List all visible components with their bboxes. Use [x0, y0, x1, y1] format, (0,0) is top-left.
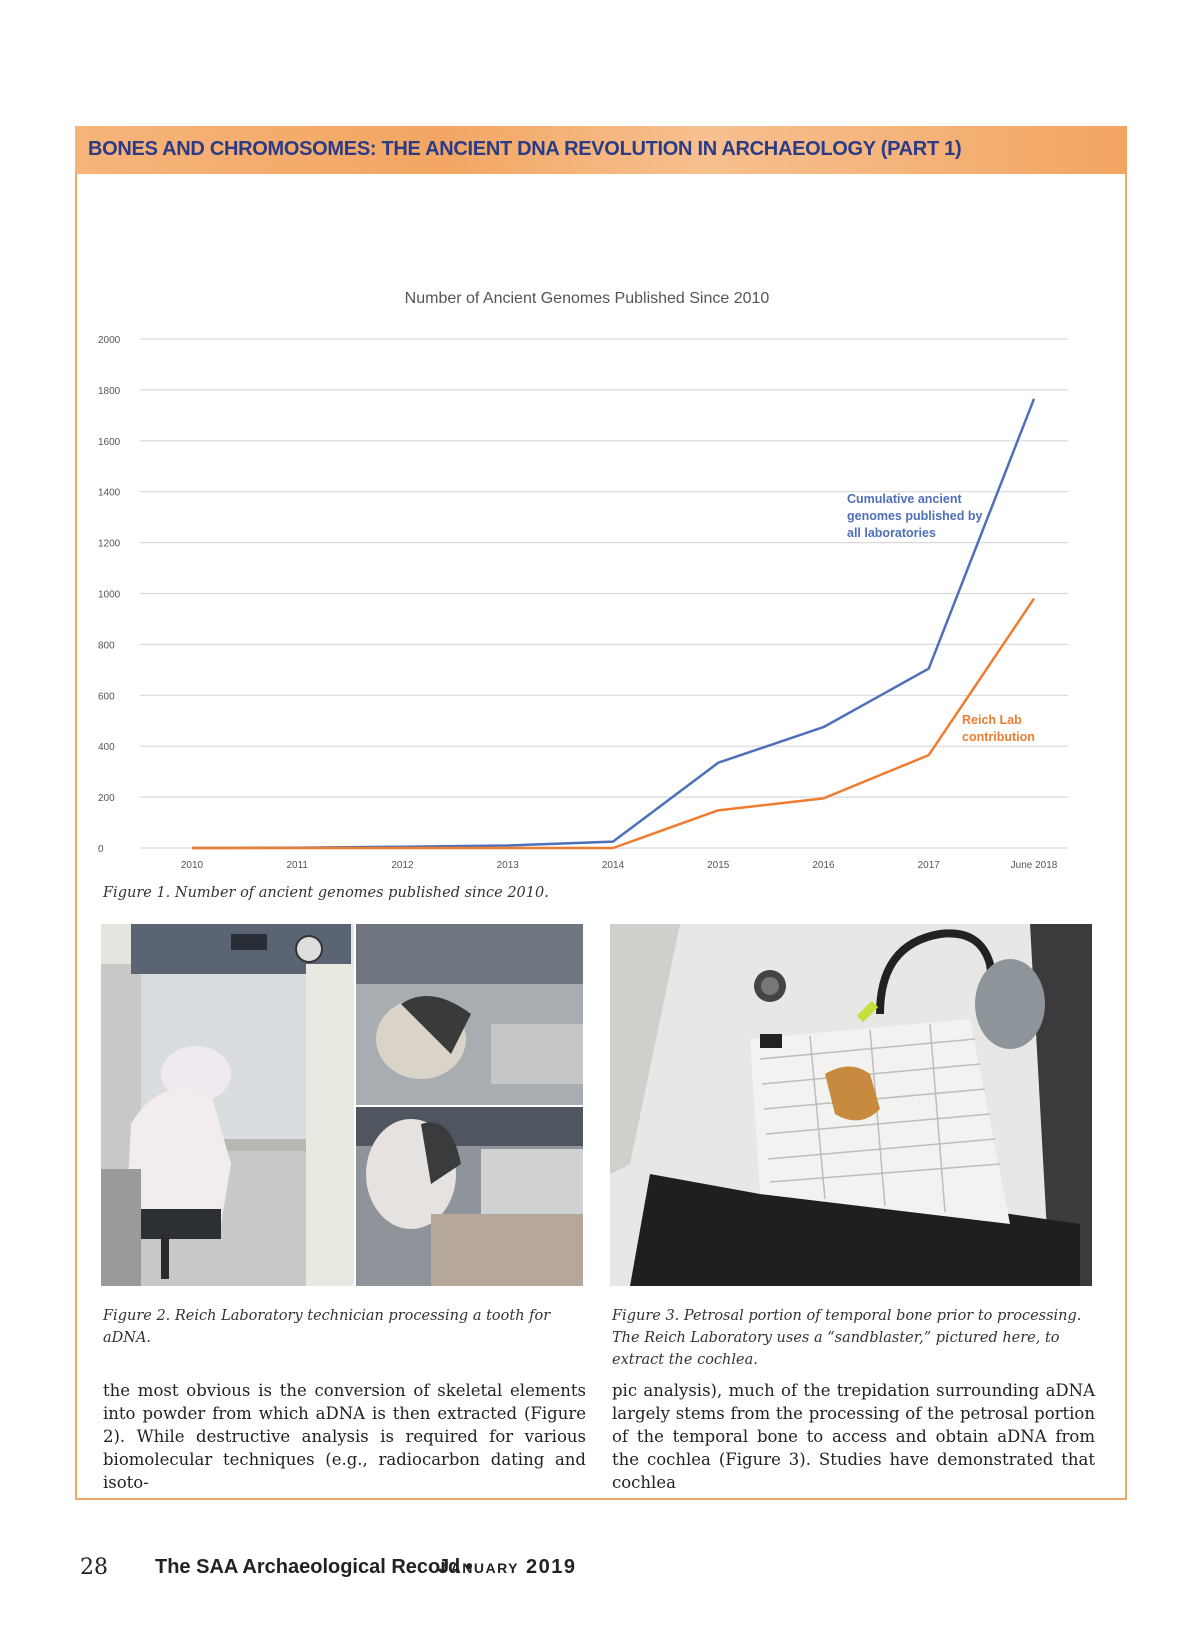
x-tick-label: 2014	[601, 860, 625, 871]
x-tick-label: 2010	[180, 860, 204, 871]
figure-3-photo	[610, 924, 1092, 1286]
annotation-all-laboratories: genomes published by	[847, 509, 983, 523]
y-tick-label: 1000	[98, 589, 121, 601]
figure-2-caption: Figure 2. Reich Laboratory technician processing a tooth for aDNA.	[103, 1308, 551, 1346]
series-line-all-laboratories	[192, 399, 1034, 848]
genomes-line-chart	[90, 280, 1090, 871]
chart-series	[192, 399, 1034, 848]
y-tick-label: 800	[98, 640, 115, 652]
y-tick-label: 1800	[98, 385, 121, 397]
figure-2-photo	[101, 924, 583, 1286]
figure-3-caption: Figure 3. Petrosal portion of temporal bone prior to processing. The Reich Laboratory uses a “sandblaster,” pictured here, to extract the cochlea.	[612, 1308, 1082, 1368]
annotation-all-laboratories: Cumulative ancient	[847, 492, 962, 506]
annotation-all-laboratories: all laboratories	[847, 526, 936, 540]
x-tick-label: 2017	[917, 860, 940, 871]
body-text-column-1: the most obvious is the conversion of skeletal elements into powder from which aDNA is then extracted (Figure 2). While destructive analysis is required for various biomolecular techniques (e.g., radiocarbon dating and isoto-	[103, 1381, 586, 1492]
y-tick-label: 2000	[98, 335, 121, 346]
x-tick-label: June 2018	[1010, 860, 1058, 871]
x-tick-label: 2012	[391, 860, 414, 871]
chart-gridlines	[140, 339, 1068, 848]
figure-1-caption: Figure 1. Number of ancient genomes published since 2010.	[103, 885, 549, 901]
y-tick-label: 600	[98, 691, 115, 703]
y-tick-label: 200	[98, 793, 115, 805]
y-tick-label: 400	[98, 742, 115, 754]
x-tick-label: 2016	[812, 860, 835, 871]
issue-date: January 2019	[438, 1556, 577, 1578]
y-tick-label: 1600	[98, 436, 121, 448]
y-tick-label: 1400	[98, 487, 121, 499]
publication-name: The SAA Archaeological Record •	[155, 1556, 473, 1578]
page-number: 28	[80, 1555, 108, 1580]
chart-title: Number of Ancient Genomes Published Since 2010	[404, 290, 770, 307]
chart-annotations	[847, 492, 1035, 744]
x-tick-label: 2013	[496, 860, 519, 871]
series-line-reich-lab	[192, 599, 1034, 848]
x-tick-label: 2015	[707, 860, 730, 871]
y-tick-label: 0	[98, 844, 104, 855]
annotation-reich-lab: contribution	[962, 730, 1035, 744]
x-tick-label: 2011	[286, 860, 309, 871]
y-axis-ticks	[98, 335, 121, 855]
article-series-title: BONES AND CHROMOSOMES: THE ANCIENT DNA REVOLUTION IN ARCHAEOLOGY (PART 1)	[88, 138, 962, 160]
body-text-column-2: pic analysis), much of the trepidation surrounding aDNA largely stems from the processing of the petrosal portion of the temporal bone to access and obtain aDNA from the cochlea (Figure 3). Studies have demonstrated that cochlea	[612, 1381, 1095, 1492]
header-banner	[75, 126, 1127, 174]
y-tick-label: 1200	[98, 538, 121, 550]
annotation-reich-lab: Reich Lab	[962, 713, 1022, 727]
